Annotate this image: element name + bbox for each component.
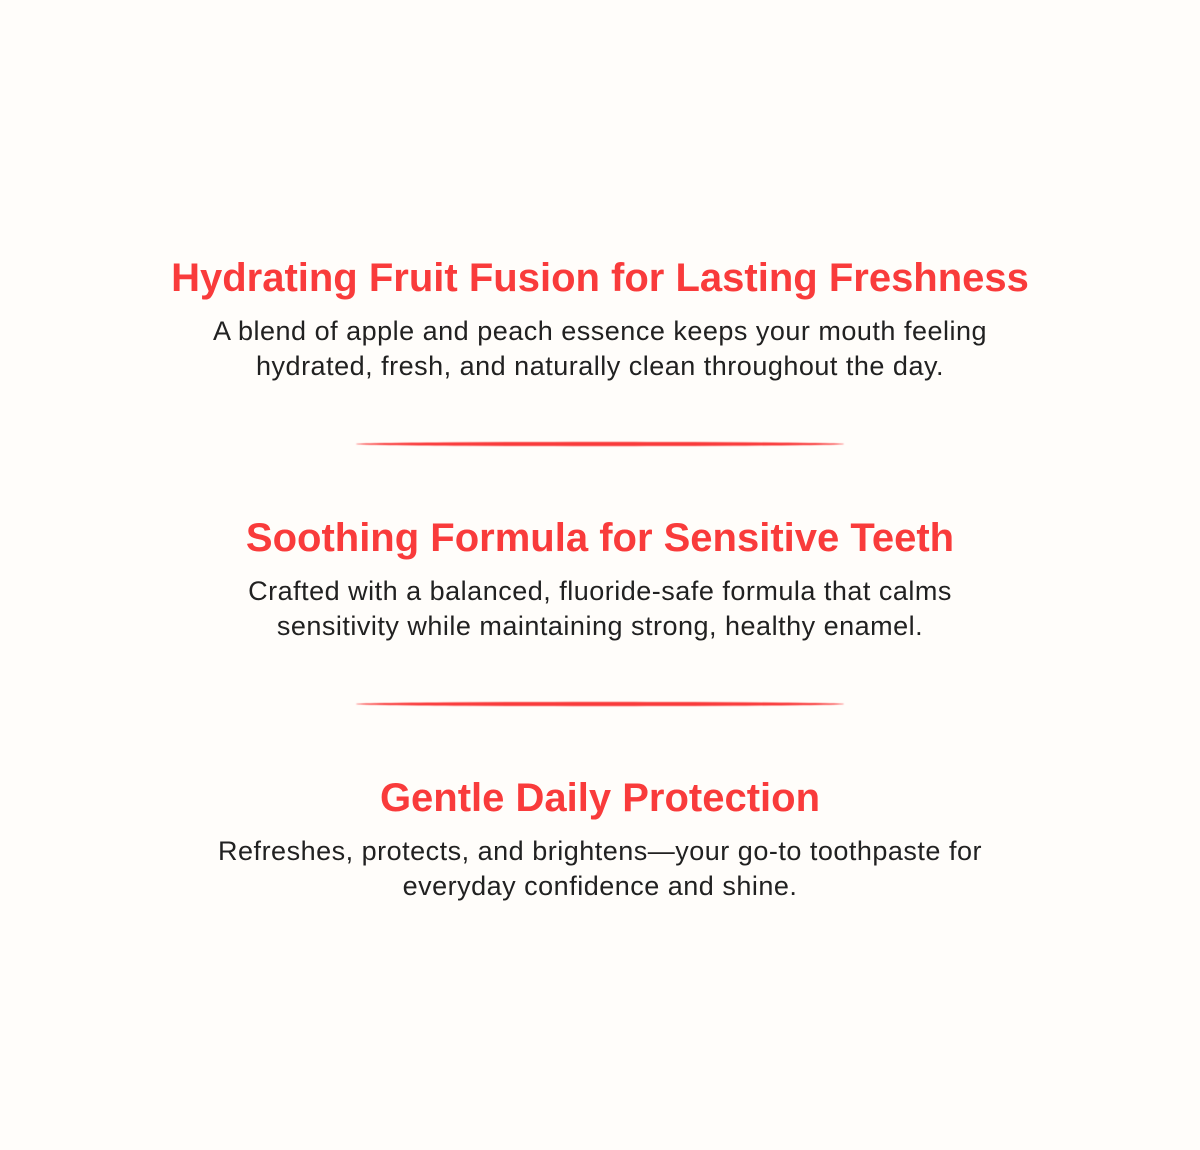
feature-section-soothing-formula <box>80 514 1120 644</box>
feature-description-line: A blend of apple and peach essence keeps your mouth feeling <box>212 316 988 346</box>
feature-description-line: Refreshes, protects, and brightens—your go-to toothpaste for <box>218 836 982 867</box>
tapered-divider <box>355 700 845 708</box>
feature-description-line: hydrated, fresh, and naturally clean throughout the day. <box>256 351 944 382</box>
features-column <box>80 0 1120 905</box>
feature-description-line: everyday confidence and shine. <box>402 871 798 902</box>
tapered-divider <box>355 440 845 448</box>
feature-title: Hydrating Fruit Fusion for Lasting Freshness <box>171 256 1029 300</box>
feature-section-daily-protection <box>80 774 1120 904</box>
feature-section-fruit-fusion <box>80 254 1120 384</box>
feature-description-line: Crafted with a balanced, fluoride-safe formula that calms <box>248 576 952 607</box>
feature-description <box>80 314 1120 384</box>
feature-title: Gentle Daily Protection <box>379 776 821 821</box>
feature-description <box>80 834 1120 904</box>
feature-description-line: sensitivity while maintaining strong, healthy enamel. <box>276 611 924 642</box>
feature-title: Soothing Formula for Sensitive Teeth <box>245 516 955 561</box>
feature-description <box>80 574 1120 644</box>
